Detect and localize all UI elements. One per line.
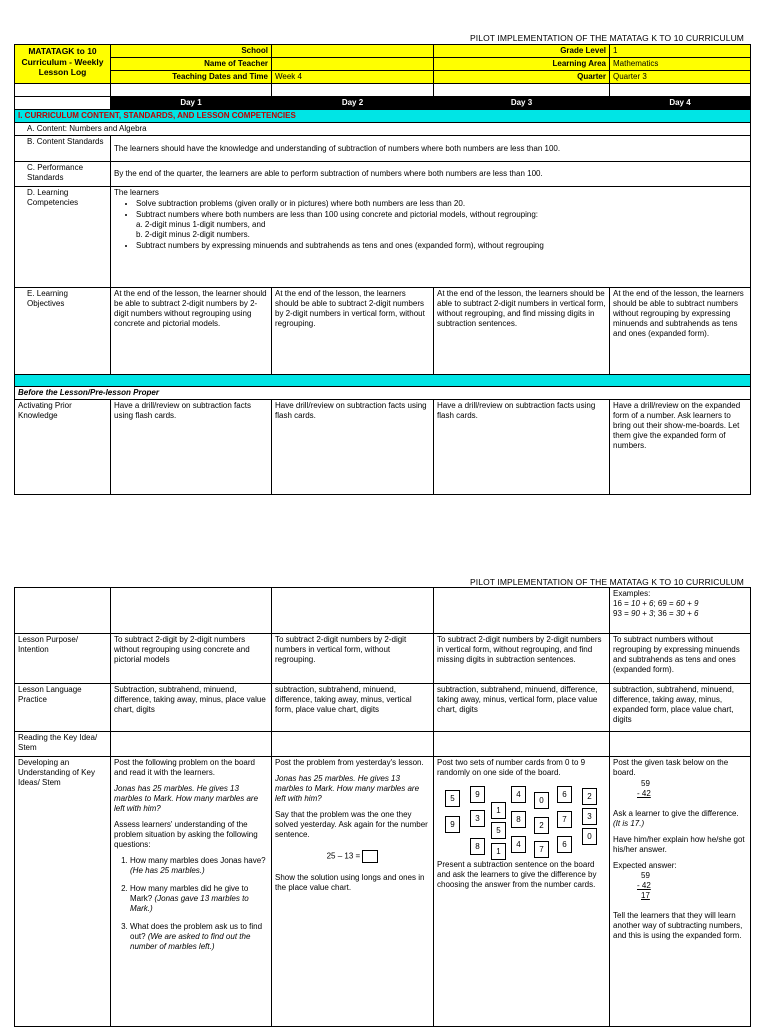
number-card: 5 bbox=[445, 790, 460, 807]
dev4-expected-label: Expected answer: bbox=[613, 861, 677, 870]
content-standards-text: The learners should have the knowledge and understanding of subtraction of numbers where both numbers are less than 100. bbox=[111, 136, 751, 162]
objective-day-4: At the end of the lesson, the learners should be able to subtract numbers without regrouping by expressing minuends and subtrahends as tens and ones (expanded form). bbox=[610, 288, 751, 375]
day-header-4: Day 4 bbox=[610, 97, 751, 110]
dev2-number-sentence: 25 – 13 = bbox=[275, 850, 430, 863]
blank-cell bbox=[111, 732, 272, 757]
purpose-label: Lesson Purpose/ Intention bbox=[15, 634, 111, 684]
dev1-questions bbox=[114, 856, 268, 952]
blank-cell bbox=[610, 84, 751, 97]
developing-day-1 bbox=[111, 757, 272, 1027]
objective-day-1: At the end of the lesson, the learner should be able to subtract 2-digit numbers by 2-digit numbers without regrouping using concrete and pictorial models. bbox=[111, 288, 272, 375]
blank-cell bbox=[15, 588, 111, 634]
dev4-expected-bottom: - 42 bbox=[637, 881, 651, 890]
objective-day-2: At the end of the lesson, the learners should be able to subtract 2-digit numbers by 2-digit numbers in vertical form, without regrouping. bbox=[272, 288, 434, 375]
day-header-2: Day 2 bbox=[272, 97, 434, 110]
blank-cell bbox=[434, 732, 610, 757]
dev1-question-2: 2. How many marbles did he give to Mark? (Jonas gave 13 marbles to Mark.) bbox=[130, 884, 268, 914]
number-card: 3 bbox=[470, 810, 485, 827]
examples-label: Examples: bbox=[613, 589, 651, 598]
dev4-task-top: 59 bbox=[641, 779, 650, 788]
prior-knowledge-label: Activating Prior Knowledge bbox=[15, 400, 111, 495]
content-standards-label: B. Content Standards bbox=[15, 136, 111, 162]
number-card: 9 bbox=[470, 786, 485, 803]
prior-day-4: Have a drill/review on the expanded form of a number. Ask learners to bring out their show-me-boards. Let them give the expanded form of numbers. bbox=[610, 400, 751, 495]
competency-sub-b: b. 2-digit minus 2-digit numbers. bbox=[136, 230, 250, 239]
performance-label: C. Performance Standards bbox=[15, 162, 111, 187]
competencies-list bbox=[114, 199, 747, 251]
competency-item: • Solve subtraction problems (given orally or in pictures) where both numbers are less than 20. bbox=[136, 199, 747, 209]
prior-day-3: Have a drill/review on subtraction facts using flash cards. bbox=[434, 400, 610, 495]
competencies-cell bbox=[111, 187, 751, 288]
blank-cell bbox=[272, 84, 434, 97]
language-day-2: subtraction, subtrahend, minuend, difference, taking away, minus, vertical form, place value chart, digits bbox=[272, 684, 434, 732]
teacher-value bbox=[272, 58, 434, 71]
dev3-intro: Post two sets of number cards from 0 to 9 randomly on one side of the board. bbox=[437, 758, 586, 777]
cyan-divider bbox=[15, 375, 751, 387]
competency-item bbox=[136, 210, 747, 240]
examples-line-2: 93 = 90 + 3; 36 = 30 + 6 bbox=[613, 609, 699, 618]
performance-text: By the end of the quarter, the learners are able to perform subtraction of numbers where both numbers are less than 100. bbox=[111, 162, 751, 187]
answer-box bbox=[362, 850, 378, 863]
content-label: A. Content: Numbers and Algebra bbox=[15, 123, 751, 136]
page-header: PILOT IMPLEMENTATION OF THE MATATAG K TO 10 CURRICULUM bbox=[470, 577, 744, 587]
dev4-expected-top: 59 bbox=[641, 871, 650, 880]
competencies-label: D. Learning Competencies bbox=[15, 187, 111, 288]
number-card: 1 bbox=[491, 843, 506, 860]
language-label: Lesson Language Practice bbox=[15, 684, 111, 732]
teacher-label: Name of Teacher bbox=[111, 58, 272, 71]
day-header-1: Day 1 bbox=[111, 97, 272, 110]
number-card: 8 bbox=[470, 838, 485, 855]
dates-label: Teaching Dates and Time bbox=[111, 71, 272, 84]
number-card: 6 bbox=[557, 786, 572, 803]
examples-cell bbox=[610, 588, 751, 634]
developing-label: Developing an Understanding of Key Ideas/ Stem bbox=[15, 757, 111, 1027]
objectives-label: E. Learning Objectives bbox=[15, 288, 111, 375]
dev1-intro: Post the following problem on the board and read it with the learners. bbox=[114, 758, 255, 777]
blank-cell bbox=[111, 588, 272, 634]
number-card: 9 bbox=[445, 816, 460, 833]
grade-label: Grade Level bbox=[434, 45, 610, 58]
blank-cell bbox=[272, 588, 434, 634]
blank-cell bbox=[111, 84, 272, 97]
number-card: 1 bbox=[491, 802, 506, 819]
day-header-3: Day 3 bbox=[434, 97, 610, 110]
blank-cell bbox=[272, 732, 434, 757]
dev4-expected-result: 17 bbox=[641, 891, 650, 900]
number-card: 0 bbox=[534, 792, 549, 809]
dev3-present: Present a subtraction sentence on the board and ask the learners to give the difference by choosing the answer from the number cards. bbox=[437, 860, 597, 889]
purpose-day-3: To subtract 2-digit numbers by 2-digit numbers in vertical form, without regrouping, and find missing digits in subtraction sentences. bbox=[434, 634, 610, 684]
developing-day-4 bbox=[610, 757, 751, 1027]
area-value: Mathematics bbox=[610, 58, 751, 71]
objective-day-3: At the end of the lesson, the learners should be able to subtract 2-digit numbers in vertical form, without regrouping, and find missing digits in subtraction sentences. bbox=[434, 288, 610, 375]
dev2-say: Say that the problem was the one they solved yesterday. Ask again for the number sentence. bbox=[275, 810, 428, 839]
prior-day-1: Have a drill/review on subtraction facts using flash cards. bbox=[111, 400, 272, 495]
purpose-day-4: To subtract numbers without regrouping by expressing minuends and subtrahends as tens and ones (expanded form). bbox=[610, 634, 751, 684]
key-idea-label: Reading the Key Idea/ Stem bbox=[15, 732, 111, 757]
dev2-intro: Post the problem from yesterday's lesson. bbox=[275, 758, 424, 767]
page-header: PILOT IMPLEMENTATION OF THE MATATAG K TO 10 CURRICULUM bbox=[470, 33, 744, 43]
dev2-problem: Jonas has 25 marbles. He gives 13 marbles to Mark. How many marbles are left with him? bbox=[275, 774, 420, 803]
dev4-intro: Post the given task below on the board. bbox=[613, 758, 729, 777]
competency-item: • Subtract numbers by expressing minuends and subtrahends as tens and ones (expanded form), without regrouping bbox=[136, 241, 747, 251]
number-card: 2 bbox=[582, 788, 597, 805]
dev1-problem: Jonas has 25 marbles. He gives 13 marbles to Mark. How many marbles are left with him? bbox=[114, 784, 259, 813]
dev4-explain: Have him/her explain how he/she got his/her answer. bbox=[613, 835, 745, 854]
prior-day-2: Have drill/review on subtraction facts using flash cards. bbox=[272, 400, 434, 495]
grade-value: 1 bbox=[610, 45, 751, 58]
dev4-task-bottom: - 42 bbox=[637, 789, 651, 798]
number-card: 3 bbox=[582, 808, 597, 825]
dev4-ask: Ask a learner to give the difference. (It is 17.) bbox=[613, 809, 739, 828]
developing-day-2 bbox=[272, 757, 434, 1027]
lesson-log-table-page-1 bbox=[14, 44, 751, 495]
area-label: Learning Area bbox=[434, 58, 610, 71]
school-label: School bbox=[111, 45, 272, 58]
blank-cell bbox=[434, 588, 610, 634]
dev1-assess: Assess learners' understanding of the problem situation by asking the following questions: bbox=[114, 820, 258, 849]
purpose-day-2: To subtract 2-digit numbers by 2-digit numbers in vertical form, without regrouping. bbox=[272, 634, 434, 684]
dates-value: Week 4 bbox=[272, 71, 434, 84]
language-day-4: subtraction, subtrahend, minuend, difference, taking away, minus, expanded form, place value chart, digits bbox=[610, 684, 751, 732]
blank-cell bbox=[610, 732, 751, 757]
number-card: 5 bbox=[491, 822, 506, 839]
quarter-label: Quarter bbox=[434, 71, 610, 84]
school-value bbox=[272, 45, 434, 58]
competencies-intro: The learners bbox=[114, 188, 159, 197]
number-card: 2 bbox=[534, 817, 549, 834]
language-day-1: Subtraction, subtrahend, minuend, difference, taking away, minus, place value chart, digits bbox=[111, 684, 272, 732]
blank-cell bbox=[15, 97, 111, 110]
lesson-log-table-page-2 bbox=[14, 587, 751, 1027]
title-block: MATATAGK to 10 Curriculum - Weekly Lesson Log bbox=[15, 45, 111, 84]
dev1-question-3: 3. What does the problem ask us to find out? (We are asked to find out the number of marbles left.) bbox=[130, 922, 268, 952]
blank-cell bbox=[15, 84, 111, 97]
number-card: 7 bbox=[534, 841, 549, 858]
quarter-value: Quarter 3 bbox=[610, 71, 751, 84]
section-title: I. CURRICULUM CONTENT, STANDARDS, AND LESSON COMPETENCIES bbox=[15, 110, 751, 123]
number-card: 4 bbox=[511, 836, 526, 853]
number-card: 6 bbox=[557, 836, 572, 853]
dev4-tell: Tell the learners that they will learn another way of subtracting numbers, and this is using the expanded form. bbox=[613, 911, 743, 940]
blank-cell bbox=[434, 84, 610, 97]
dev2-show: Show the solution using longs and ones in the place value chart. bbox=[275, 873, 425, 892]
dev1-question-1: 1. How many marbles does Jonas have? (He has 25 marbles.) bbox=[130, 856, 268, 876]
language-day-3: subtraction, subtrahend, minuend, difference, taking away, minus, vertical form, place value chart, digits bbox=[434, 684, 610, 732]
number-card: 7 bbox=[557, 811, 572, 828]
number-card: 8 bbox=[511, 811, 526, 828]
competency-sub-a: a. 2-digit minus 1-digit numbers, and bbox=[136, 220, 266, 229]
number-card: 0 bbox=[582, 828, 597, 845]
developing-day-3 bbox=[434, 757, 610, 1027]
number-card: 4 bbox=[511, 786, 526, 803]
purpose-day-1: To subtract 2-digit by 2-digit numbers without regrouping using concrete and pictorial models bbox=[111, 634, 272, 684]
before-lesson-heading: Before the Lesson/Pre-lesson Proper bbox=[15, 387, 751, 400]
examples-line-1: 16 = 10 + 6; 69 = 60 + 9 bbox=[613, 599, 699, 608]
competency-text: Subtract numbers where both numbers are less than 100 using concrete and pictorial models, without regrouping: bbox=[136, 210, 539, 219]
number-cards bbox=[437, 782, 606, 860]
